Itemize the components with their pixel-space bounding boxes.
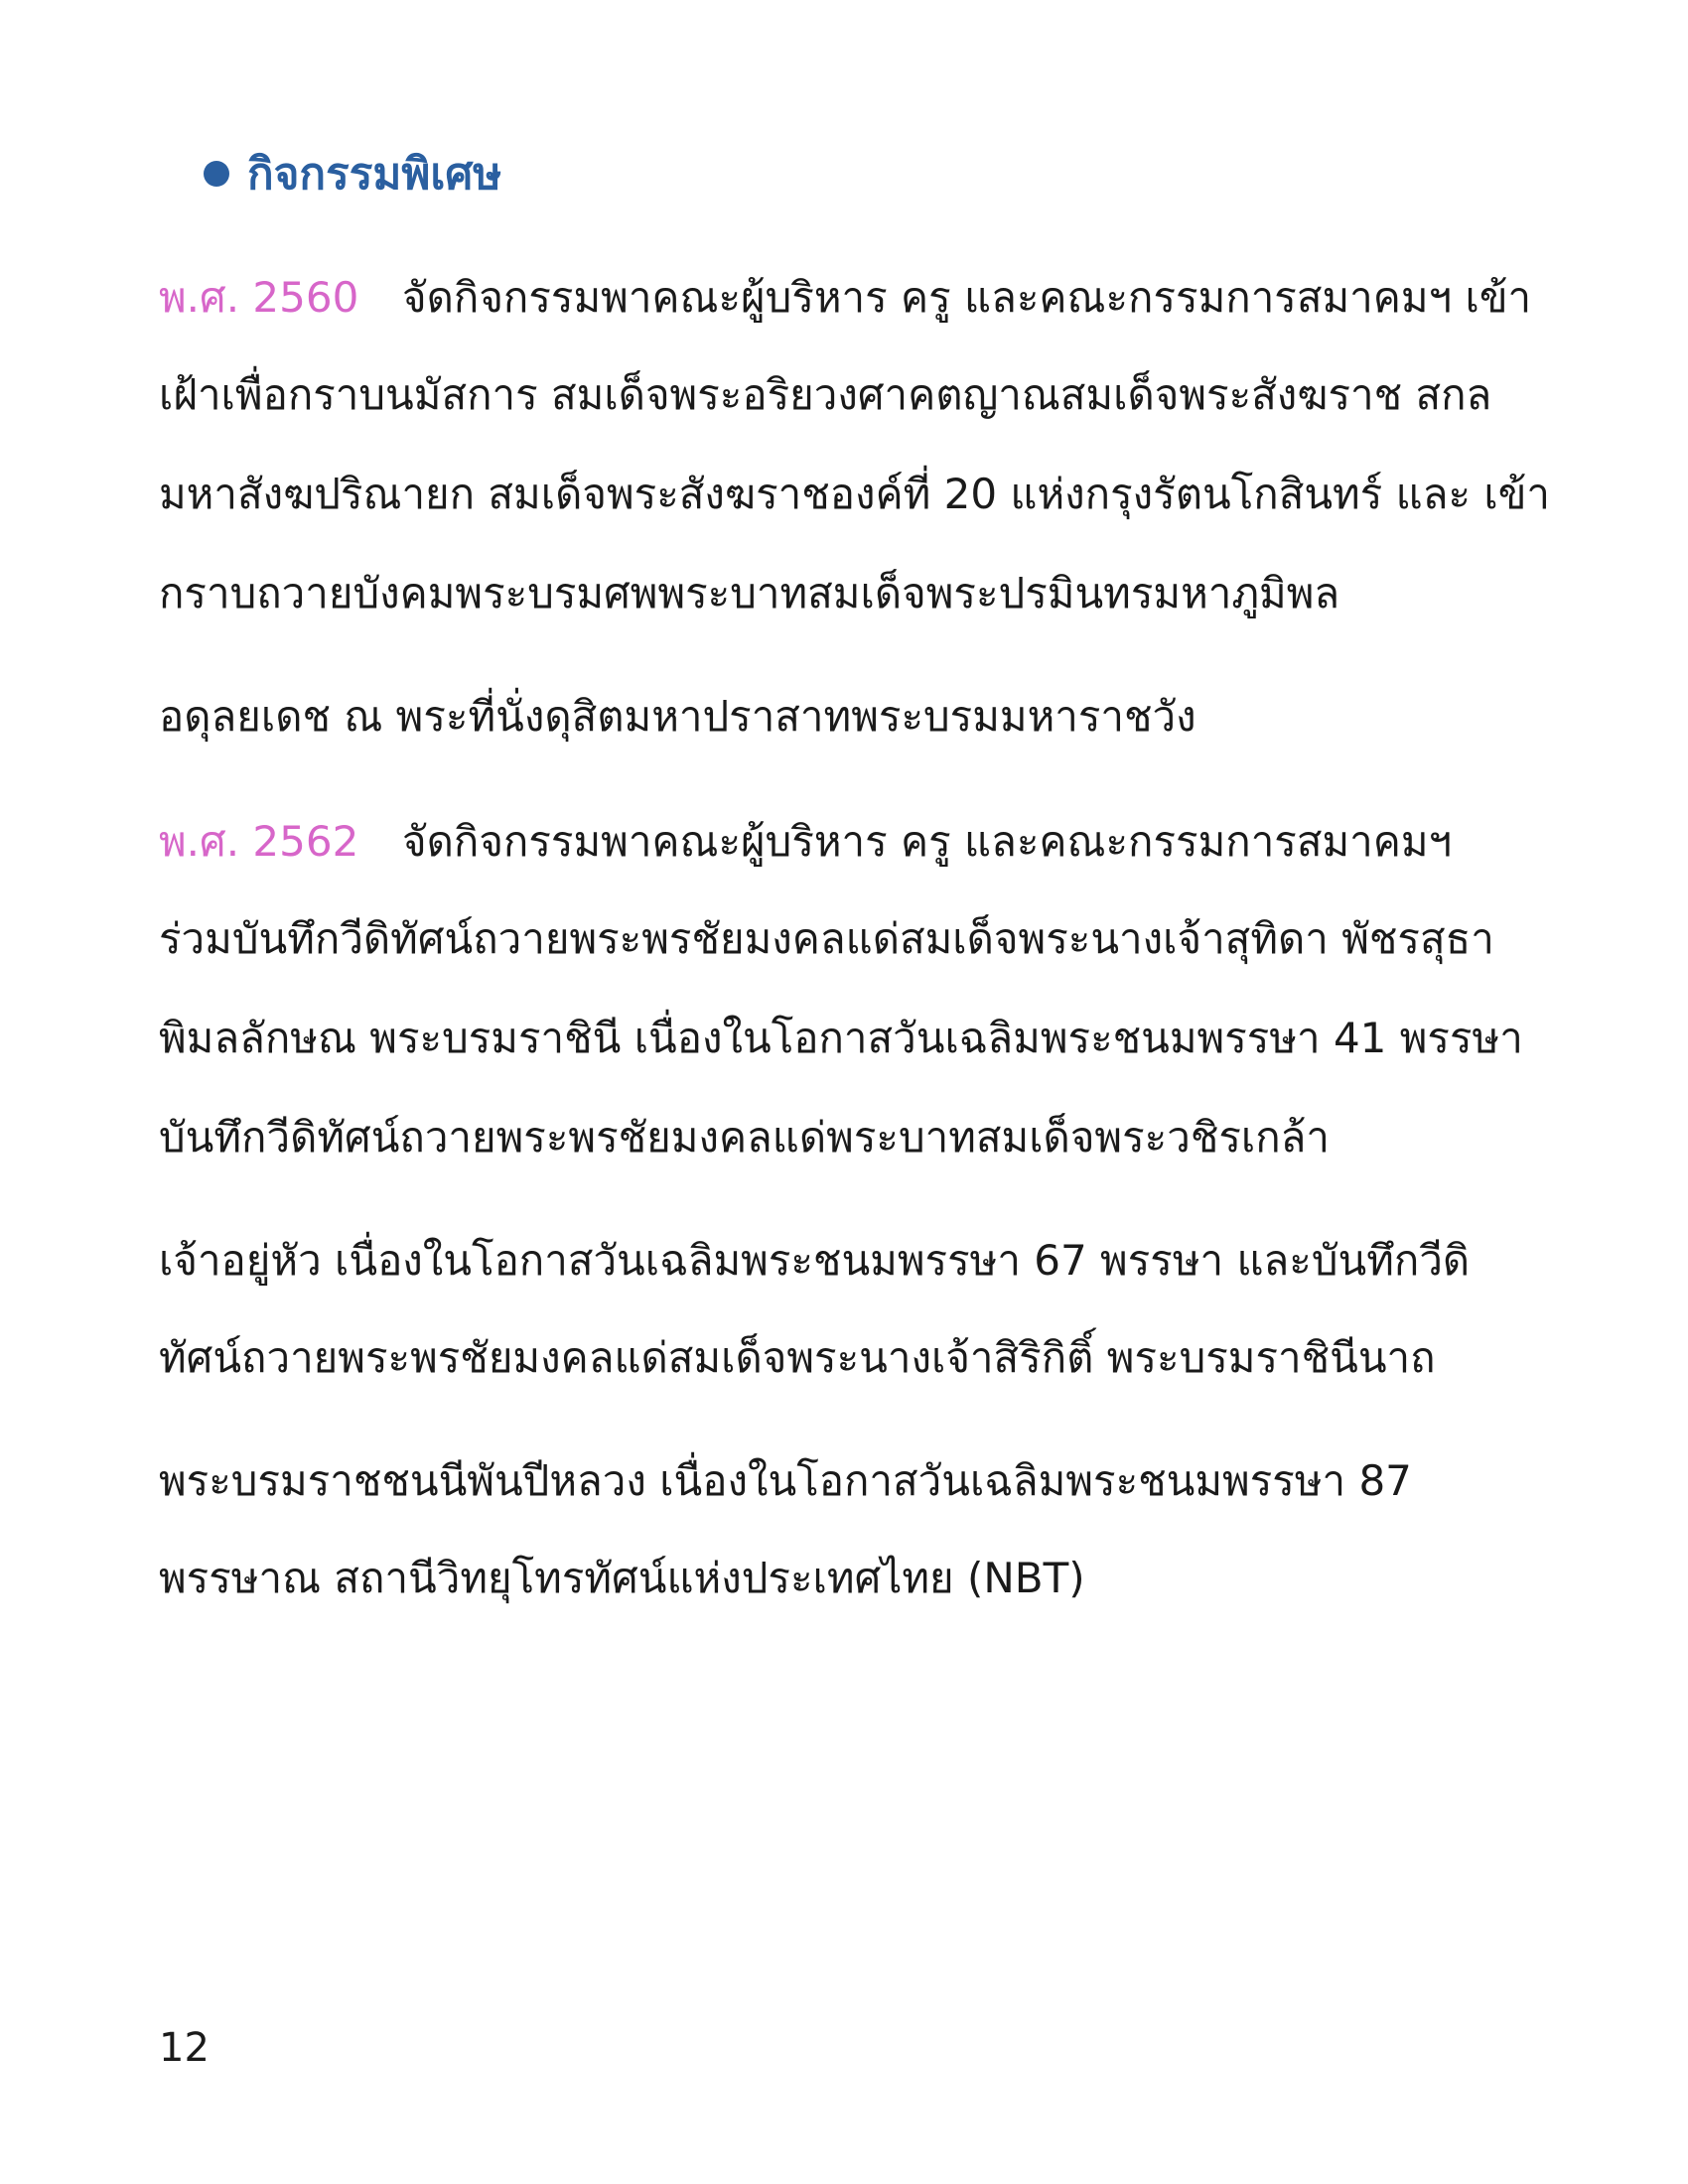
entry-2562-line-6: ทัศน์ถวายพระพรชัยมงคลแด่สมเด็จพระนางเจ้าสิริกิติ์ พระบรมราชินีนาถ [159,1333,1436,1382]
section-heading [204,139,501,208]
entry-2562-line-1 [159,812,1452,872]
entry-2560-line-4: กราบถวายบังคมพระบรมศพพระบาทสมเด็จพระปรมินทรมหาภูมิพล [159,569,1340,617]
entry-2560-line-2: เฝ้าเพื่อกราบนมัสการ สมเด็จพระอริยวงศาคตญาณสมเด็จพระสังฆราช สกล [159,370,1492,419]
entry-2562-line-5: เจ้าอยู่หัว เนื่องในโอกาสวันเฉลิมพระชนมพรรษา 67 พรรษา และบันทึกวีดิ [159,1236,1471,1285]
entry-text: จัดกิจกรรมพาคณะผู้บริหาร ครู และคณะกรรมการสมาคมฯ [402,817,1453,866]
entry-2560-line-1 [159,268,1531,328]
entry-2562-line-3: พิมลลักษณ พระบรมราชินี เนื่องในโอกาสวันเฉลิมพระชนมพรรษา 41 พรรษา [159,1014,1523,1062]
page-number: 12 [159,2025,210,2071]
entry-2562-line-7: พระบรมราชชนนีพันปีหลวง เนื่องในโอกาสวันเฉลิมพระชนมพรรษา 87 [159,1456,1412,1505]
entry-2562-line-4: บันทึกวีดิทัศน์ถวายพระพรชัยมงคลแด่พระบาทสมเด็จพระวชิรเกล้า [159,1113,1330,1161]
entry-2562-line-8: พรรษาณ สถานีวิทยุโทรทัศน์แห่งประเทศไทย (NBT) [159,1554,1085,1602]
section-heading-text: กิจกรรมพิเศษ [247,149,502,200]
entry-2560-line-3: มหาสังฆปริณายก สมเด็จพระสังฆราชองค์ที่ 20 แห่งกรุงรัตนโกสินทร์ และ เข้า [159,470,1551,518]
entry-year: พ.ศ. 2560 [159,273,359,322]
entry-2560-line-5: อดุลยเดช ณ พระที่นั่งดุสิตมหาปราสาทพระบรมมหาราชวัง [159,692,1196,741]
entry-year: พ.ศ. 2562 [159,817,359,866]
entry-2562-line-2: ร่วมบันทึกวีดิทัศน์ถวายพระพรชัยมงคลแด่สมเด็จพระนางเจ้าสุทิดา พัชรสุธา [159,914,1494,963]
entry-text: จัดกิจกรรมพาคณะผู้บริหาร ครู และคณะกรรมการสมาคมฯ เข้า [402,273,1532,322]
bullet-icon [204,161,229,187]
